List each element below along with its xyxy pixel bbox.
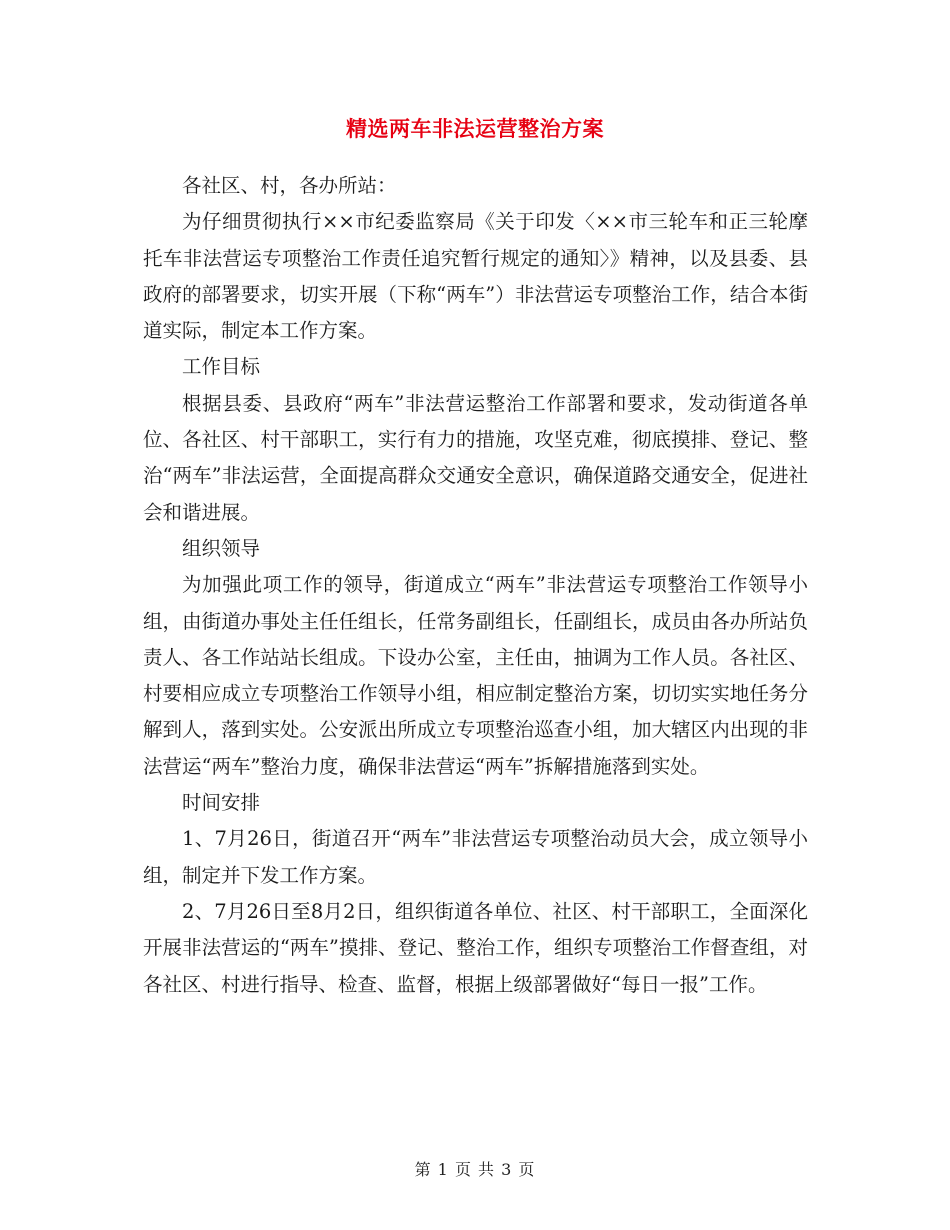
document-body — [143, 168, 808, 1003]
document-title: 精选两车非法运营整治方案 — [346, 117, 604, 141]
section-heading-leadership: 组织领导 — [182, 536, 261, 560]
schedule-item-2: 2、7月26日至8月2日，组织街道各单位、社区、村干部职工，全面深化开展非法营运的“两车”摸排、登记、整治工作，组织专项整治工作督查组，对各社区、村进行指导、检查、监督，根据上级部署做好“每日一报”工作。 — [143, 899, 808, 996]
section-heading-goals: 工作目标 — [182, 355, 261, 379]
page-footer: 第 1 页 共 3 页 — [414, 1160, 536, 1179]
intro-paragraph: 为仔细贯彻执行××市纪委监察局《关于印发〈××市三轮车和正三轮摩托车非法营运专项整治工作责任追究暂行规定的通知〉》精神，以及县委、县政府的部署要求，切实开展（下称“两车”）非法营运专项整治工作，结合本街道实际，制定本工作方案。 — [143, 210, 808, 343]
leadership-paragraph: 为加强此项工作的领导，街道成立“两车”非法营运专项整治工作领导小组，由街道办事处主任任组长，任常务副组长，任副组长，成员由各办所站负责人、各工作站站长组成。下设办公室，主任由，抽调为工作人员。各社区、村要相应成立专项整治工作领导小组，相应制定整治方案，切切实实地任务分解到人，落到实处。公安派出所成立专项整治巡查小组，加大辖区内出现的非法营运“两车”整治力度，确保非法营运“两车”拆解措施落到实处。 — [143, 573, 808, 778]
schedule-item-1: 1、7月26日，街道召开“两车”非法营运专项整治动员大会，成立领导小组，制定并下发工作方案。 — [143, 827, 808, 887]
section-heading-schedule: 时间安排 — [182, 791, 261, 815]
goals-paragraph: 根据县委、县政府“两车”非法营运整治工作部署和要求，发动街道各单位、各社区、村干部职工，实行有力的措施，攻坚克难，彻底摸排、登记、整治“两车”非法运营，全面提高群众交通安全意识，确保道路交通安全，促进社会和谐进展。 — [143, 391, 808, 524]
salutation-paragraph: 各社区、村，各办所站： — [182, 174, 397, 197]
